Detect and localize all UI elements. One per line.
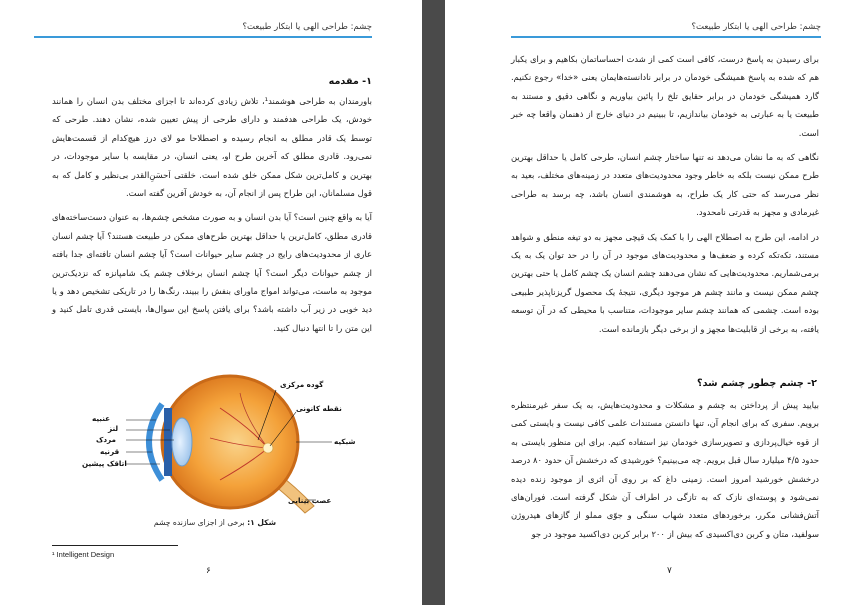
eye-diagram [100, 368, 360, 516]
label-retina: شبکیه [334, 437, 356, 446]
label-iris: مردک [96, 435, 116, 444]
right-page [445, 0, 867, 605]
label-fovea: گوده مرکزی [280, 380, 324, 389]
iris-shape [164, 408, 172, 476]
page-number: ۶ [206, 566, 211, 576]
lens-shape [172, 418, 192, 466]
left-page [0, 0, 422, 605]
right-body-text-bottom [511, 396, 819, 549]
footnote: ¹ Intelligent Design [52, 550, 115, 559]
section-heading: ۱- مقدمه [328, 76, 372, 87]
label-cornea: قرنیه [100, 447, 120, 456]
paragraph: باورمندان به طراحی هوشمند¹، تلاش زیادی کرده‌اند تا اجزای مختلف بدن انسان را همانند خودش، یک طراحی هدفمند و دارای طرحی از پیش تعیین شده، نشان دهند. طرحی که توسط یک قادر مطلق به انجام رسیده و اصطلاحا مو لای درز هیچ‌کدام از قسمت‌هایش نمی‌رود. قادری مطلق که آخرین طرح او، یعنی انسان، در مقایسه با سایر موجودات، در بهترین و کامل‌ترین شکل ممکن خلق شده است. خلقتی اَحسَن‌ِالقدر بی‌نظیر و کامل که به قول مسلمانان، این طراح پس از انجام آن، به خودش آفرین گفته است. [52, 96, 373, 199]
footnote-divider [52, 545, 178, 546]
page-header: چشم: طراحی الهی یا ابتکار طبیعت؟ [691, 22, 821, 32]
paragraph: بیایید پیش از پرداختن به چشم و مشکلات و محدودیت‌هایش، به یک سفر غیرمنتظره برویم. سفری که برای انجام آن، تنها دانستن مستندات علمی کافی نیست و بایستی کمی از قوه خیال‌پردازی و تصویرسازی خودمان نیز استفاده کنیم. برای این منظور بایستی به حدود ۴/۵ میلیارد سال قبل برویم. چه می‌بینیم؟ خورشیدی که درخشش آن حدود ۸۰ درصد درخشش خورشید امروز است. زمینی داغ که بر روی آن اثری از موجود زنده دیده نمی‌شود و پوسته‌ای نازک که به تازگی در اطراف آن شکل گرفته است. فوران‌های آتش‌فشانی مکرر، برخوردهای متعدد شهاب سنگی و جوّی مملو از گازهای هیدروژن سولفید، متان و کربن دی‌اکسیدی که بیش از ۲۰۰ برابر کربن دی‌اکسید موجود در جو [511, 400, 819, 539]
label-optic-disc: نقطه کانونی [296, 404, 342, 413]
paragraph: نگاهی که به ما نشان می‌دهد نه تنها ساختار چشم انسان، طرحی کامل یا حداقل بهترین طرح ممکن نیست بلکه به خاطر وجود محدودیت‌های متعدد در زمینه‌های مختلف، بعید به نظر می‌رسد که حتی کار یک طراح، به هوشمندی انسان باشد، چه برسد به طراحی غیرمادی و مجهز به قدرتی نامحدود. [511, 152, 819, 218]
label-pupil: عنبیه [92, 414, 111, 423]
label-lens: لنز [108, 424, 119, 433]
label-optic-nerve: عصب بینایی [288, 496, 332, 505]
section-heading: ۲- چشم چطور چشم شد؟ [697, 378, 817, 389]
page-number: ۷ [667, 566, 672, 576]
paragraph: برای رسیدن به پاسخ درست، کافی است کمی از شدت احساساتمان بکاهیم و برای یکبار هم که شده به پاسخ همیشگی خودمان در برابر نادانسته‌هایمان یعنی «خدا» رجوع نکنیم. گارد همیشگی خودمان در برابر حقایق تلخ را پائین بیاوریم و نگاهی دقیق و مستند به طبیعت یا به عبارتی به خودمان بیاندازیم، تا ببینیم در دنیای خارج از ذهنمان واقعا چه خبر است. [511, 54, 819, 138]
paragraph: آیا به واقع چنین است؟ آیا بدن انسان و به صورت مشخص چشم‌ها، به عنوان دست‌ساخته‌های قادری مطلق، کامل‌ترین یا حداقل بهترین طرح‌های ممکن در طبیعت هستند؟ آیا چشم انسان عاری از محدودیت‌های رایج در چشم سایر حیوانات است؟ آیا چشم انسان تافته‌ای جدا بافته از چشم حیوانات دیگر است؟ آیا چشم انسان برخلاف چشم یک شامپانزه که نزدیک‌ترین موجود به ماست، می‌تواند امواج ماورای بنفش را ببیند، رنگ‌ها را در تاریکی تشخیص دهد و یا دید خوبی در زیر آب داشته باشد؟ برای یافتن پاسخ این سوال‌ها، بایستی قدری تامل کنید و این متن را تا انتها دنبال کنید. [52, 212, 372, 333]
header-rule [511, 36, 821, 38]
right-body-text-top [511, 50, 819, 344]
cornea-shape [149, 404, 162, 480]
paragraph: در ادامه، این طرح به اصطلاح الهی را با کمک یک قیچی مجهز به دو تیغه منطق و شواهد مستند، تکه‌تکه کرده و ضعف‌ها و محدودیت‌های موجود در آن را در حد توان یک به یک برمی‌شماریم. محدودیت‌هایی که نشان می‌دهند چشم انسان یک چشم کامل یا حتی بهترین چشم ممکن نیست و مانند چشم هر موجود دیگری، نتیجهٔ یک محصول گریزناپذیر طبیعی بوده است. چشمی که همانند چشم سایر موجودات، متناسب با محیطی که در آن توسعه یافته، به برخی از قابلیت‌ها مجهز و از برخی دیگر بازمانده است. [511, 231, 819, 334]
caption-text: برخی از اجزای سازنده چشم [153, 518, 248, 527]
page-header: چشم: طراحی الهی یا ابتکار طبیعت؟ [242, 22, 372, 32]
page-gutter [422, 0, 445, 605]
left-body-text [52, 92, 372, 343]
header-rule [34, 36, 372, 38]
label-anterior-chamber: اتاقک پیشین [82, 459, 127, 468]
figure-caption [100, 518, 330, 527]
caption-prefix: شکل ۱: [247, 518, 277, 527]
